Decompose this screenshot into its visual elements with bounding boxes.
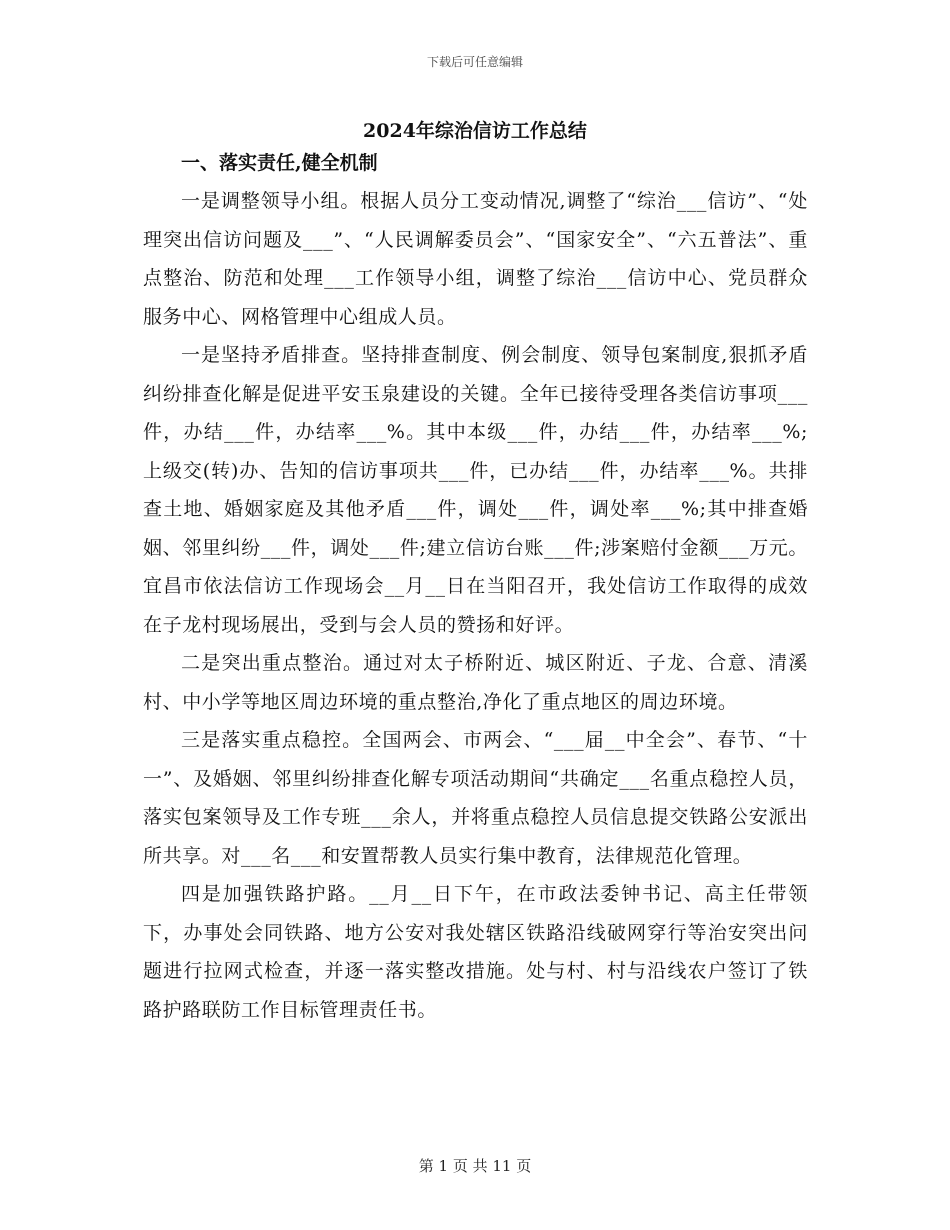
paragraph-leadership-group: 一是调整领导小组。根据人员分工变动情况,调整了“综治___信访”、“处理突出信访问题及___”、“人民调解委员会”、“国家安全”、“六五普法”、重点整治、防范和处理___工作领导小组，调整了综治___信访中心、党员群众服务中心、网格管理中心组成人员。	[143, 190, 808, 328]
paragraph-railway-protection: 四是加强铁路护路。__月__日下午，在市政法委钟书记、高主任带领下，办事处会同铁路、地方公安对我处辖区铁路沿线破网穿行等治安突出问题进行拉网式检查，并逐一落实整改措施。处与村、村与沿线农户签订了铁路护路联防工作目标管理责任书。	[143, 883, 808, 1021]
document-title: 2024年综治信访工作总结	[363, 120, 587, 142]
section-heading: 一、落实责任,健全机制	[181, 152, 378, 174]
paragraph-key-rectification: 二是突出重点整治。通过对太子桥附近、城区附近、子龙、合意、清溪村、中小学等地区周边环境的重点整治,净化了重点地区的周边环境。	[143, 652, 808, 713]
paragraph-conflict-screening: 一是坚持矛盾排查。坚持排查制度、例会制度、领导包案制度,狠抓矛盾纠纷排查化解是促进平安玉泉建设的关键。全年已接待受理各类信访事项___件，办结___件，办结率___%。其中本级___件，办结___件，办结率___%;上级交(转)办、告知的信访事项共___件，已办结___件，办结率___%。共排查土地、婚姻家庭及其他矛盾___件，调处___件，调处率___%;其中排查婚姻、邻里纠纷___件，调处___件;建立信访台账___件;涉案赔付金额___万元。宜昌市依法信访工作现场会__月__日在当阳召开，我处信访工作取得的成效在子龙村现场展出，受到与会人员的赞扬和好评。	[143, 344, 808, 636]
paragraph-key-stability-control: 三是落实重点稳控。全国两会、市两会、“___届__中全会”、春节、“十一”、及婚姻、邻里纠纷排查化解专项活动期间“共确定___名重点稳控人员，落实包案领导及工作专班___余人，并将重点稳控人员信息提交铁路公安派出所共享。对___名___和安置帮教人员实行集中教育，法律规范化管理。	[143, 729, 808, 867]
page-footer: 第 1 页 共 11 页	[418, 1157, 532, 1175]
document-body	[143, 144, 808, 1029]
header-note: 下载后可任意编辑	[426, 55, 523, 69]
